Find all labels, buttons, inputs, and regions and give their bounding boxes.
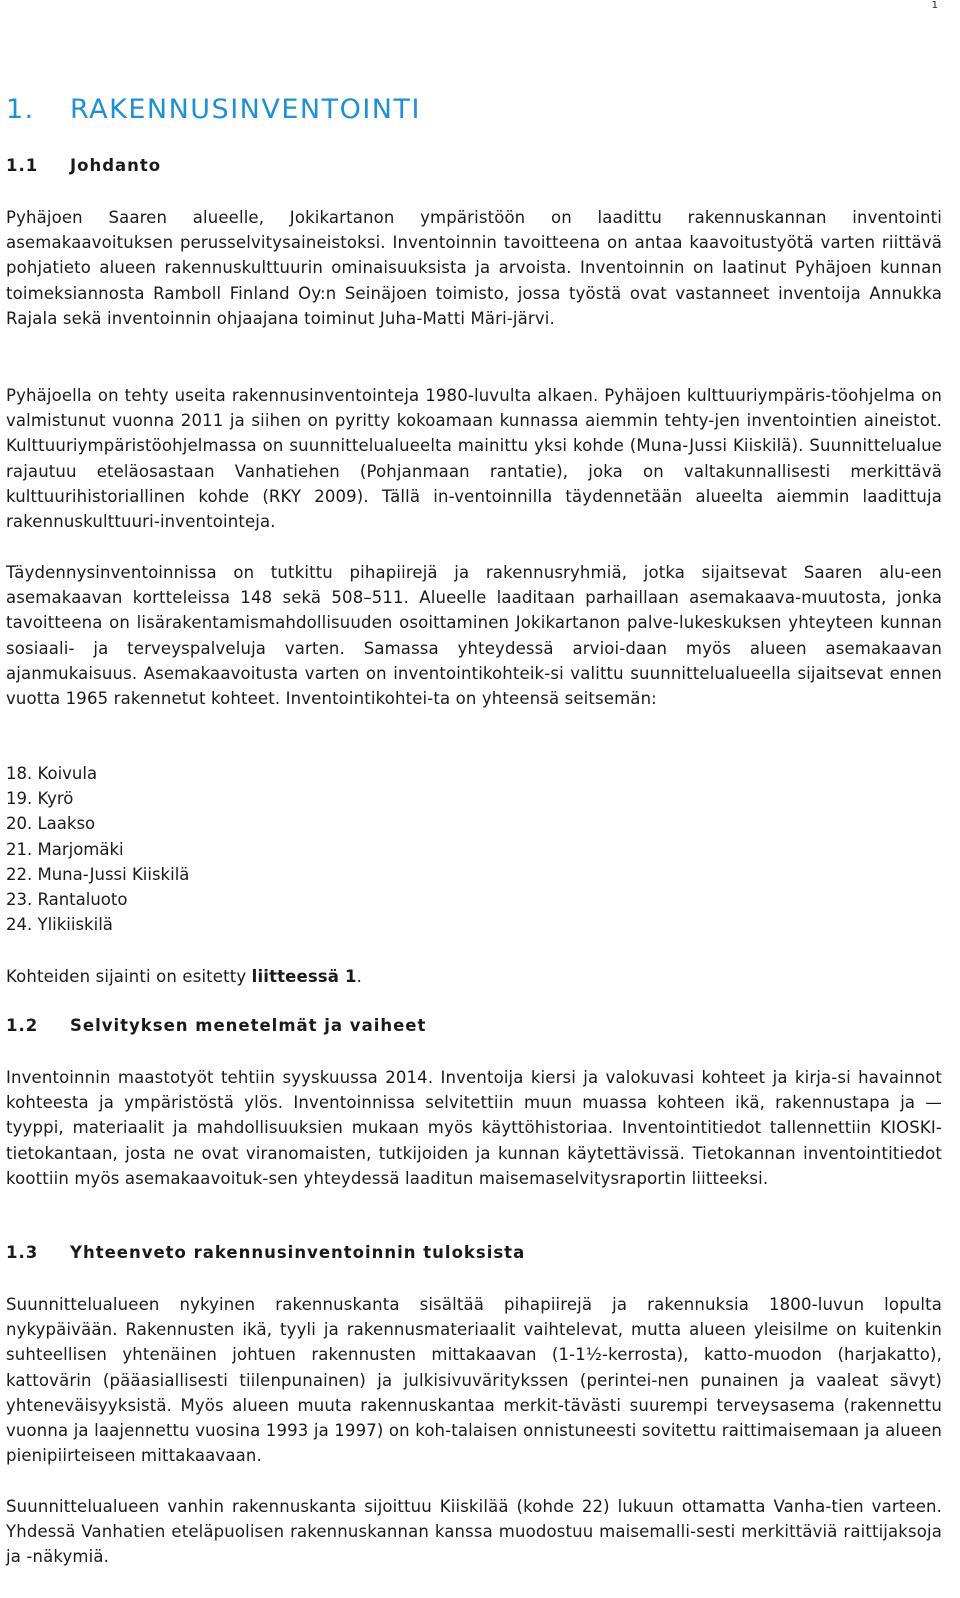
paragraph: Inventoinnin maastotyöt tehtiin syyskuussa 2014. Inventoija kiersi ja valokuvasi kohteet ja kirja-si havainnot kohteesta ja ympäristöstä ylös. Inventoinnissa selvitettiin muun muassa kohteen ikä, rakennustapa ja — tyyppi, materiaalit ja mahdollisuuksien mukaan myös käyttöhistoriaa. Inventointitiedot tallennettiin KIOSKI-tietokantaan, josta ne ovat viranomaisten, tutkijoiden ja kunnan käytettävissä. Tietokannan inventointitiedot koottiin myös asemakaavoituk-sen yhteydessä laaditun maisemaselvitysraportin liitteeksi. (6, 1068, 942, 1188)
section-heading-1-1 (6, 156, 161, 175)
section-title: Selvityksen menetelmät ja vaiheet (70, 1016, 427, 1035)
list-item: 19. Kyrö (6, 789, 74, 809)
list-item: 18. Koivula (6, 764, 98, 783)
list-item: 23. Rantaluoto (6, 890, 128, 910)
section-heading-1-3 (6, 1243, 525, 1262)
chapter-number: 1. (6, 94, 35, 125)
page-number: 1 (931, 0, 938, 11)
list-item: 24. Ylikiiskilä (6, 915, 113, 935)
section-title: Johdanto (70, 156, 162, 175)
inventory-list (6, 761, 189, 937)
list-item: 21. Marjomäki (6, 839, 124, 859)
section-number: 1.3 (6, 1243, 39, 1262)
paragraph: Täydennysinventoinnissa on tutkittu pihapiirejä ja rakennusryhmiä, jotka sijaitsevat Saaren alu-een asemakaavan kortteleissa 148 sekä 508–511. Alueelle laaditaan parhaillaan asemakaava-muutosta, jonka tavoitteena on lisärakentamismahdollisuuden osoittaminen Jokikartanon palve-lukeskuksen yhteyteen kunnan sosiaali- ja terveyspalveluja varten. Samassa yhteydessä arvioi-daan myös alueen asemakaavan ajanmukaisuus. Asemakaavoitusta varten on inventointikohteik-si valittu suunnittelualueella sijaitsevat ennen vuotta 1965 rakennetut kohteet. Inventointikohtei-ta on yhteensä seitsemän: (6, 563, 942, 709)
chapter-title: RAKENNUSINVENTOINTI (70, 94, 421, 125)
paragraph: Pyhäjoella on tehty useita rakennusinventointeja 1980-luvulta alkaen. Pyhäjoen kulttuuriympäris-töohjelma on valmistunut vuonna 2011 ja siihen on pyritty kokoamaan kunnassa aiemmin tehty-jen inventointien aineistot. Kulttuuriympäristöohjelmassa on suunnittelualueelta mainittu yksi kohde (Muna-Jussi Kiiskilä). Suunnittelualue rajautuu eteläosastaan Vanhatiehen (Pohjanmaan rantatie), joka on valtakunnallisesti merkittävä kulttuurihistoriallinen kohde (RKY 2009). Tällä in-ventoinnilla täydennetään alueelta aiemmin laadittuja rakennuskulttuuri-inventointeja. (6, 386, 942, 532)
appendix-reference: liitteessä 1 (251, 967, 357, 986)
text: Kohteiden sijainti on esitetty (6, 967, 252, 986)
paragraph (6, 964, 942, 989)
section-number: 1.1 (6, 156, 39, 175)
paragraph: Suunnittelualueen vanhin rakennuskanta sijoittuu Kiiskilää (kohde 22) lukuun ottamatta Vanha-tien varteen. Yhdessä Vanhatien eteläpuolisen rakennuskannan kanssa muodostuu maisemalli-sesti merkittäviä raittijaksoja ja -näkymiä. (6, 1497, 942, 1567)
section-title: Yhteenveto rakennusinventoinnin tuloksista (70, 1243, 526, 1262)
chapter-heading (6, 94, 421, 125)
list-item: 20. Laakso (6, 814, 96, 834)
section-number: 1.2 (6, 1016, 39, 1035)
paragraph: Suunnittelualueen nykyinen rakennuskanta sisältää pihapiirejä ja rakennuksia 1800-luvun lopulta nykypäivään. Rakennusten ikä, tyyli ja rakennusmateriaalit vaihtelevat, mutta alueen yleisilme on kuitenkin suhteellisen yhtenäinen johtuen rakennusten mittakaavan (1-1½-kerrosta), katto-muodon (harjakatto), kattovärin (pääasiallisesti tiilenpunainen) ja julkisivuväritykssen (perintei-nen punainen ja vaaleat sävyt) yhteneväisyyksistä. Myös alueen muuta rakennuskantaa merkit-tävästi suurempi terveysasema (rakennettu vuonna ja laajennettu vuosina 1993 ja 1997) on koh-talaisen onnistuneesti sovitettu raittimaisemaan ja alueen pienipiirteiseen mittakaavaan. (6, 1295, 942, 1466)
text: . (356, 967, 362, 986)
list-item: 22. Muna-Jussi Kiiskilä (6, 864, 190, 884)
paragraph: Pyhäjoen Saaren alueelle, Jokikartanon ympäristöön on laadittu rakennuskannan inventointi asemakaavoituksen perusselvitysaineistoksi. Inventoinnin tavoitteena on antaa kaavoitustyötä varten riittävä pohjatieto alueen rakennuskulttuurin ominaisuuksista ja arvoista. Inventoinnin on laatinut Pyhäjoen kunnan toimeksiannosta Ramboll Finland Oy:n Seinäjoen toimisto, jossa työstä ovat vastanneet inventoija Annukka Rajala sekä inventoinnin ohjaajana toiminut Juha-Matti Märi-järvi. (6, 208, 942, 328)
section-heading-1-2 (6, 1016, 426, 1035)
